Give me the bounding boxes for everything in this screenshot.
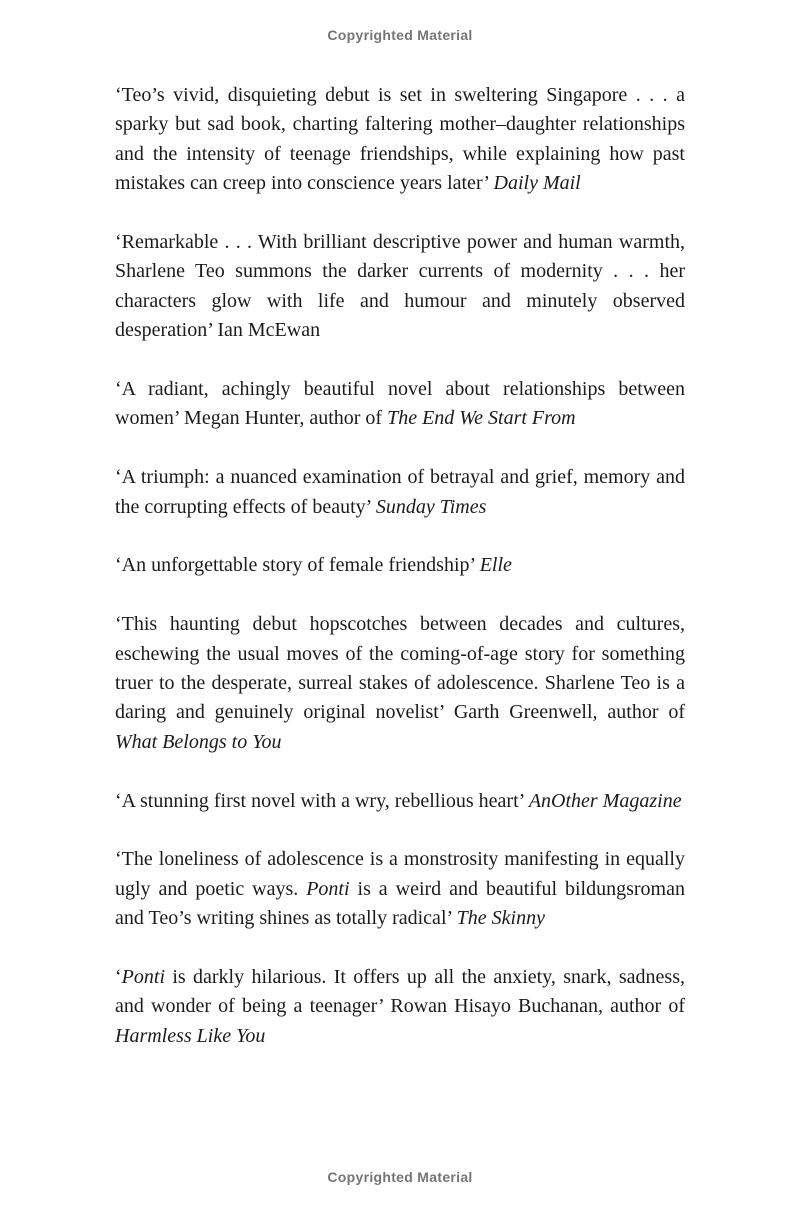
quote-text: ‘A radiant, achingly beautiful novel about relationships between women’ Megan Hunter, author of: [115, 378, 685, 430]
quote-paragraph: [115, 551, 685, 580]
quote-source-italic: Daily Mail: [493, 172, 581, 195]
quote-paragraph: [115, 81, 685, 199]
quote-text: ‘Remarkable . . . With brilliant descriptive power and human warmth, Sharlene Teo summons the darker currents of modernity . . . her characters glow with life and humour and minutely observed desperation’ Ian McEwan: [115, 231, 685, 342]
quote-paragraph: [115, 228, 685, 346]
quote-paragraph: [115, 963, 685, 1051]
copyright-notice-bottom: Copyrighted Material: [327, 1169, 473, 1185]
quote-text: ‘An unforgettable story of female friendship’: [115, 554, 480, 577]
quote-source-italic: Elle: [479, 554, 512, 577]
quote-paragraph: [115, 463, 685, 522]
quote-text: ‘: [115, 966, 122, 989]
quote-text: is a weird and beautiful bildungsroman and Teo’s writing shines as totally radical’: [115, 877, 685, 930]
quote-paragraph: [115, 375, 685, 434]
quote-source-italic: Harmless Like You: [115, 1024, 266, 1047]
quote-source-italic: The End We Start From: [387, 407, 576, 430]
quote-text: ‘A triumph: a nuanced examination of betrayal and grief, memory and the corrupting effects of beauty’: [115, 466, 685, 518]
quote-source-italic: The Skinny: [456, 907, 545, 930]
quote-paragraph: [115, 845, 685, 933]
quote-source-italic: What Belongs to You: [115, 730, 282, 753]
quote-paragraph: [115, 610, 685, 757]
quote-paragraph: [115, 787, 685, 816]
copyright-notice-top: Copyrighted Material: [327, 27, 473, 43]
quote-text: ‘The loneliness of adolescence is a monstrosity manifesting in equally ugly and poetic ways.: [115, 848, 685, 900]
quote-source-italic: Ponti: [306, 877, 350, 900]
quote-source-italic: Sunday Times: [375, 495, 487, 518]
quote-text: ‘Teo’s vivid, disquieting debut is set in sweltering Singapore . . . a sparky but sad book, charting faltering mother–daughter relationships and the intensity of teenage friendships, while explaining how past mistakes can creep into conscience years later’: [115, 84, 685, 195]
quote-text: ‘This haunting debut hopscotches between decades and cultures, eschewing the usual moves of the coming-of-age story for something truer to the desperate, surreal stakes of adolescence. Sharlene Teo is a daring and genuinely original novelist’ Garth Greenwell, author of: [115, 613, 685, 724]
quote-text: ‘A stunning first novel with a wry, rebellious heart’: [115, 789, 529, 812]
quote-source-italic: AnOther Magazine: [528, 789, 682, 812]
quote-text: is darkly hilarious. It offers up all the anxiety, snark, sadness, and wonder of being a teenager’ Rowan Hisayo Buchanan, author of: [115, 966, 685, 1018]
praise-quotes-block: [115, 81, 685, 1051]
quote-source-italic: Ponti: [121, 966, 166, 989]
